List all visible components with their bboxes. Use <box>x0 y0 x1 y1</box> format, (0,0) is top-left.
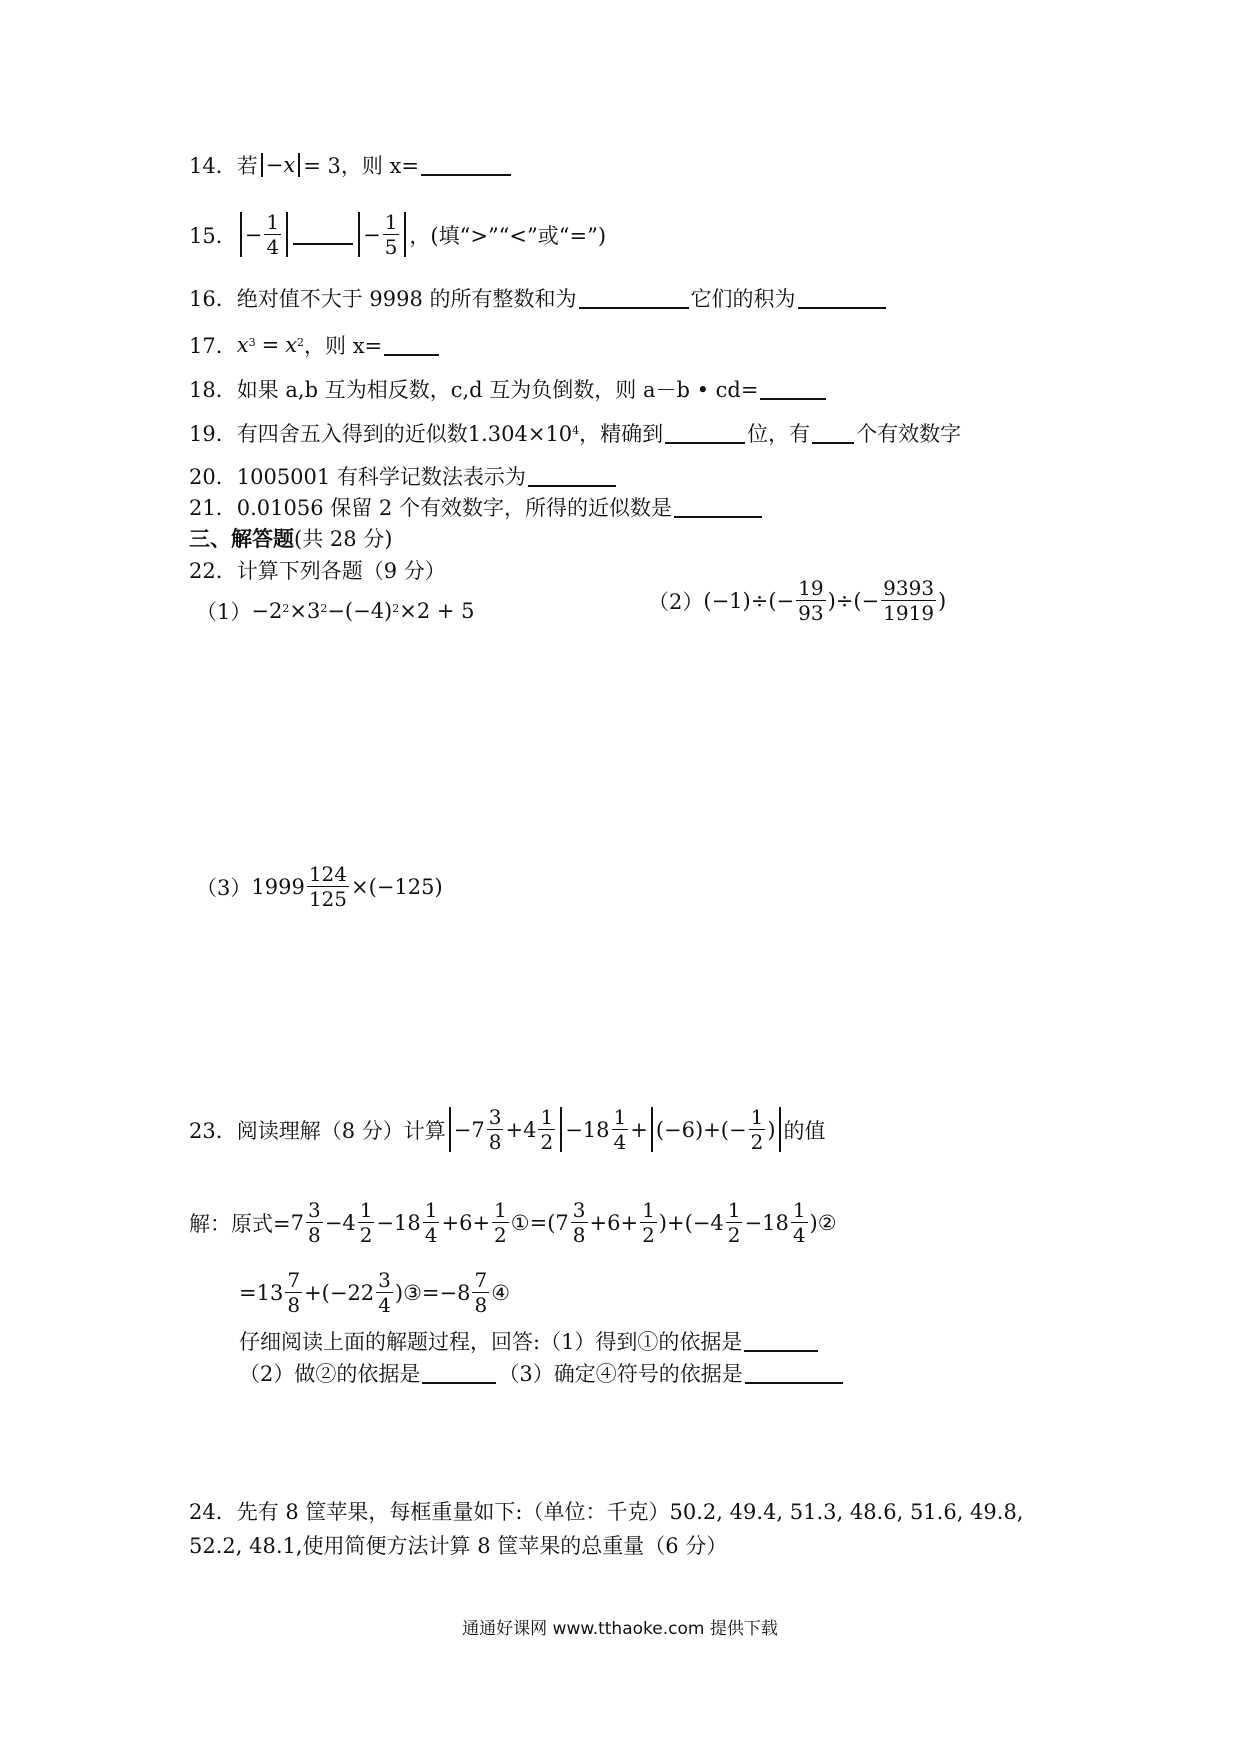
q22-p1-x1: ×3 <box>289 599 321 623</box>
q22-p1-x2: −(−4) <box>327 599 393 623</box>
q22-p2-f1n: 19 <box>798 576 824 600</box>
q19-tail: 个有效数字 <box>856 422 962 446</box>
q22-p3-fd: 125 <box>308 887 348 911</box>
q16-num: 16． <box>189 287 237 311</box>
q18-blank[interactable] <box>760 397 826 400</box>
q23-ask2: （2）做②的依据是 <box>239 1362 421 1386</box>
q23-line3-lead: =13 <box>239 1280 284 1305</box>
q16-blank-2[interactable] <box>798 306 886 309</box>
q23-solution-line-1: 解：原式= 7 $\frac{3}{8}$ −4 $\frac{1}{2}$ −18 $\frac{1}{4}$ +6+ $\frac{1}{2}$ ①=(7 $\frac{3}{8}$ +6+ $\frac{1}{2}$ )+(−4 $\frac{1}{2}$ −18 $\frac{1}{4}$ )② <box>189 1198 837 1247</box>
q14-num: 14． <box>189 154 237 178</box>
q23-blank-1[interactable] <box>744 1349 818 1352</box>
q19-blank-1[interactable] <box>665 441 745 444</box>
q17-tail: ，则 x= <box>304 334 383 358</box>
q23-blank-3[interactable] <box>745 1381 843 1384</box>
q18-num: 18． <box>189 378 237 402</box>
q22-p1-e3: 2 <box>392 601 400 615</box>
q22-p2-f2d: 1919 <box>883 601 935 625</box>
q16-blank-1[interactable] <box>579 306 689 309</box>
q22-p3-fn: 124 <box>308 862 348 886</box>
q23-title: 阅读理解（8 分）计算 <box>236 1118 446 1143</box>
q22-part-3 <box>196 864 443 909</box>
q15-abs-2 <box>358 212 406 257</box>
q15-f1d: 4 <box>266 235 280 259</box>
q22-p2-frac-1 <box>796 578 825 623</box>
q17-num: 17． <box>189 334 237 358</box>
q22-p1-x3: ×2 + 5 <box>399 599 475 623</box>
q23-blank-2[interactable] <box>422 1381 496 1384</box>
question-17: 17． x $^3$ = x $^2$ ，则 x= <box>189 330 441 360</box>
section-3-title: 三、解答题 <box>189 526 294 551</box>
question-19 <box>189 418 961 448</box>
q15-num: 15． <box>189 223 237 248</box>
q22-p3-whole: 1999 <box>251 874 305 899</box>
q14-blank[interactable] <box>421 173 511 176</box>
question-24-line-1 <box>189 1496 1023 1526</box>
q23-sol-label: 解：原式= <box>189 1211 291 1236</box>
q22-p2-expr: (−1)÷(− <box>703 588 795 613</box>
q22-p2-label: （2） <box>648 589 704 614</box>
q17-eq: = <box>261 333 280 357</box>
section-3-heading <box>189 523 392 553</box>
q16-text: 绝对值不大于 9998 的所有整数和为 <box>236 287 577 311</box>
q19-text: 有四舍五入得到的近似数1.304×10 <box>236 422 573 446</box>
q14-expr: −x <box>265 153 296 177</box>
q20-num: 20． <box>189 465 237 489</box>
q22-p3-frac <box>307 864 349 909</box>
q24-line1: 24．先有 8 筐苹果，每框重量如下:（单位：千克）50.2, 49.4, 51.3, 48.6, 51.6, 49.8, <box>189 1500 1024 1524</box>
q20-blank[interactable] <box>528 484 616 487</box>
question-20 <box>189 461 618 491</box>
q19-blank-2[interactable] <box>812 441 854 444</box>
q19-exp: 4 <box>572 423 580 437</box>
q22-p1-e1: 2 <box>282 601 290 615</box>
q15-frac-2 <box>383 212 400 257</box>
q22-p2-f2n: 9393 <box>883 576 935 600</box>
q22-p3-label: （3） <box>196 875 252 900</box>
q17-x2: x <box>285 333 298 357</box>
q23-question-1 <box>239 1326 820 1356</box>
q18-text: 如果 a,b 互为相反数，c,d 互为负倒数，则 a－b • cd= <box>236 378 759 402</box>
q22-title: 22．计算下列各题（9 分） <box>189 559 446 583</box>
q15-f2d: 5 <box>384 235 398 259</box>
q15-abs-1 <box>240 212 288 257</box>
q21-num: 21． <box>189 496 237 520</box>
q17-x1: x <box>236 333 249 357</box>
q19-mid: ，精确到 <box>579 422 664 446</box>
question-24-line-2 <box>189 1530 727 1560</box>
question-21 <box>189 492 764 522</box>
question-16 <box>189 283 888 313</box>
q22-p2-end: ) <box>938 588 947 613</box>
q14-pre: 若 <box>236 154 258 178</box>
q15-frac-1 <box>264 212 281 257</box>
q23-num: 23． <box>189 1118 237 1143</box>
question-15 <box>189 212 606 257</box>
q19-num: 19． <box>189 422 237 446</box>
q22-p2-frac-2 <box>881 578 936 623</box>
q22-part-1 <box>196 596 475 626</box>
q22-part-2 <box>648 578 946 623</box>
q23-abs-2: (−6)+(− $\frac{1}{2}$ ) <box>651 1107 781 1152</box>
q23-tail: 的值 <box>783 1118 826 1143</box>
q22-p1-e2: 2 <box>320 601 328 615</box>
q22-p1-label: （1） <box>196 600 252 624</box>
q20-text: 1005001 有科学记数法表示为 <box>236 465 526 489</box>
page-footer: 通通好课网 www.tthaoke.com 提供下载 <box>462 1619 778 1639</box>
q19-mid2: 位，有 <box>747 422 811 446</box>
question-22-title <box>189 555 446 585</box>
q15-blank[interactable] <box>293 242 353 245</box>
q16-mid: 它们的积为 <box>690 287 796 311</box>
question-23: 23． 阅读理解（8 分）计算 −7 $\frac{3}{8}$ +4 $\frac{1}{2}$ −18 $\frac{1}{4}$ + (−6)+(− $\frac{1}{2}$ ) 的值 <box>189 1105 826 1154</box>
q23-solution-line-2: =13 $\frac{7}{8}$ +(−22 $\frac{3}{4}$ )③=−8 $\frac{7}{8}$ ④ <box>239 1268 511 1317</box>
q22-p3-end: ×(−125) <box>351 874 443 899</box>
q23-question-2 <box>239 1358 845 1388</box>
q15-minus-1: − <box>244 222 263 247</box>
q21-blank[interactable] <box>674 515 762 518</box>
q17-blank[interactable] <box>384 353 439 356</box>
q15-minus-2: − <box>363 222 381 247</box>
question-18 <box>189 374 828 404</box>
question-14 <box>189 150 513 180</box>
section-3-score: (共 28 分) <box>294 527 393 551</box>
q23-ask3: （3）确定④符号的依据是 <box>498 1362 743 1386</box>
q23-abs-1: −7 $\frac{3}{8}$ +4 $\frac{1}{2}$ <box>449 1107 562 1152</box>
q15-f2n: 1 <box>384 210 398 234</box>
q14-eq: = 3，则 x= <box>303 154 419 178</box>
q22-p2-mid: )÷(− <box>827 588 880 613</box>
q22-p2-f1d: 93 <box>798 601 824 625</box>
q15-tail: ，(填“>”“<”或“=”) <box>409 223 607 248</box>
q23-read: 仔细阅读上面的解题过程，回答:（1）得到①的依据是 <box>239 1330 743 1354</box>
q15-f1n: 1 <box>266 210 280 234</box>
q24-line2: 52.2, 48.1,使用简便方法计算 8 筐苹果的总重量（6 分） <box>189 1534 728 1558</box>
q21-text: 0.01056 保留 2 个有效数字，所得的近似数是 <box>236 496 672 520</box>
q22-p1-expr: −2 <box>251 599 283 623</box>
q14-abs <box>261 153 300 177</box>
